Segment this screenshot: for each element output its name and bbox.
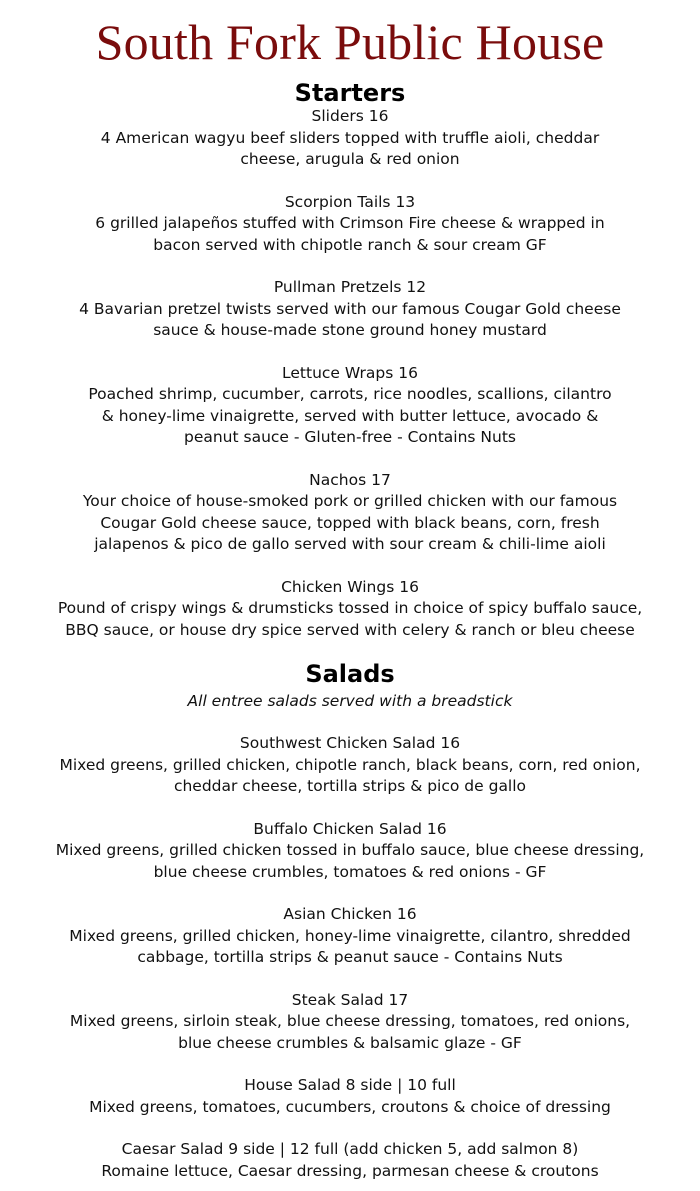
item-title: Pullman Pretzels 12 <box>273 278 427 296</box>
section-heading: Starters <box>294 79 406 107</box>
section-note: All entree salads served with a breadstick <box>187 692 513 710</box>
menu-item-buffalo-chicken-salad <box>0 819 700 884</box>
item-description-line: bacon served with chipotle ranch & sour cream GF <box>153 235 547 254</box>
item-title: Sliders 16 <box>311 107 389 125</box>
menu-item-steak-salad <box>0 990 700 1055</box>
item-description-line: Mixed greens, grilled chicken, chipotle ranch, black beans, corn, red onion, <box>59 755 641 774</box>
item-description-line: cabbage, tortilla strips & peanut sauce - Contains Nuts <box>137 948 563 966</box>
item-title: Lettuce Wraps 16 <box>282 363 418 382</box>
menu-item-asian-chicken <box>0 904 700 969</box>
item-description-line: Poached shrimp, cucumber, carrots, rice noodles, scallions, cilantro <box>88 385 612 403</box>
item-description-line: Mixed greens, grilled chicken tossed in buffalo sauce, blue cheese dressing, <box>55 841 645 859</box>
item-description-line: Mixed greens, sirloin steak, blue cheese dressing, tomatoes, red onions, <box>69 1012 631 1030</box>
restaurant-title: South Fork Public House <box>95 14 605 70</box>
item-description-line: cheddar cheese, tortilla strips & pico de gallo <box>173 777 527 795</box>
item-description-line: Mixed greens, grilled chicken, honey-lime vinaigrette, cilantro, shredded <box>69 926 631 945</box>
item-description-line: Cougar Gold cheese sauce, topped with black beans, corn, fresh <box>100 513 600 532</box>
item-title: Scorpion Tails 13 <box>284 192 416 211</box>
item-title: Chicken Wings 16 <box>281 577 419 596</box>
item-description-line: & honey-lime vinaigrette, served with butter lettuce, avocado & <box>101 406 599 425</box>
item-title: Buffalo Chicken Salad 16 <box>253 819 447 838</box>
item-description-line: 4 American wagyu beef sliders topped with truffle aioli, cheddar <box>100 128 600 147</box>
menu-item-southwest-chicken-salad <box>0 733 700 798</box>
item-description-line: jalapenos & pico de gallo served with sour cream & chili-lime aioli <box>94 535 606 553</box>
section-starters <box>0 80 700 641</box>
menu-item-caesar-salad <box>0 1139 700 1182</box>
item-description-line: Mixed greens, tomatoes, cucumbers, croutons & choice of dressing <box>89 1097 611 1116</box>
menu-item-sliders <box>0 106 700 171</box>
salads-list <box>0 733 700 1182</box>
item-title: Nachos 17 <box>309 470 391 489</box>
item-title: Steak Salad 17 <box>291 990 409 1009</box>
item-title: House Salad 8 side | 10 full <box>244 1076 456 1094</box>
item-title: Asian Chicken 16 <box>283 905 417 923</box>
menu-item-house-salad <box>0 1075 700 1118</box>
menu-item-chicken-wings <box>0 577 700 642</box>
item-description-line: blue cheese crumbles, tomatoes & red onions - GF <box>153 862 547 881</box>
item-title: Southwest Chicken Salad 16 <box>239 734 461 752</box>
item-description-line: Pound of crispy wings & drumsticks tossed in choice of spicy buffalo sauce, <box>57 599 643 617</box>
menu-item-lettuce-wraps <box>0 363 700 449</box>
menu-item-pullman-pretzels <box>0 277 700 342</box>
item-description-line: BBQ sauce, or house dry spice served with celery & ranch or bleu cheese <box>65 620 635 639</box>
item-description-line: Romaine lettuce, Caesar dressing, parmesan cheese & croutons <box>101 1161 599 1180</box>
item-description-line: Your choice of house-smoked pork or grilled chicken with our famous <box>82 492 618 510</box>
starters-list <box>0 106 700 641</box>
item-description-line: 6 grilled jalapeños stuffed with Crimson Fire cheese & wrapped in <box>95 214 605 232</box>
item-description-line: 4 Bavarian pretzel twists served with our famous Cougar Gold cheese <box>79 299 621 318</box>
section-salads <box>0 661 700 1182</box>
section-heading: Salads <box>305 660 395 688</box>
item-description-line: sauce & house-made stone ground honey mustard <box>153 321 547 339</box>
menu-item-nachos <box>0 470 700 556</box>
item-description-line: peanut sauce - Gluten-free - Contains Nuts <box>183 428 517 446</box>
item-title: Caesar Salad 9 side | 12 full (add chicken 5, add salmon 8) <box>121 1140 579 1158</box>
item-description-line: blue cheese crumbles & balsamic glaze - GF <box>178 1033 522 1052</box>
item-description-line: cheese, arugula & red onion <box>240 150 460 168</box>
menu-item-scorpion-tails <box>0 192 700 257</box>
